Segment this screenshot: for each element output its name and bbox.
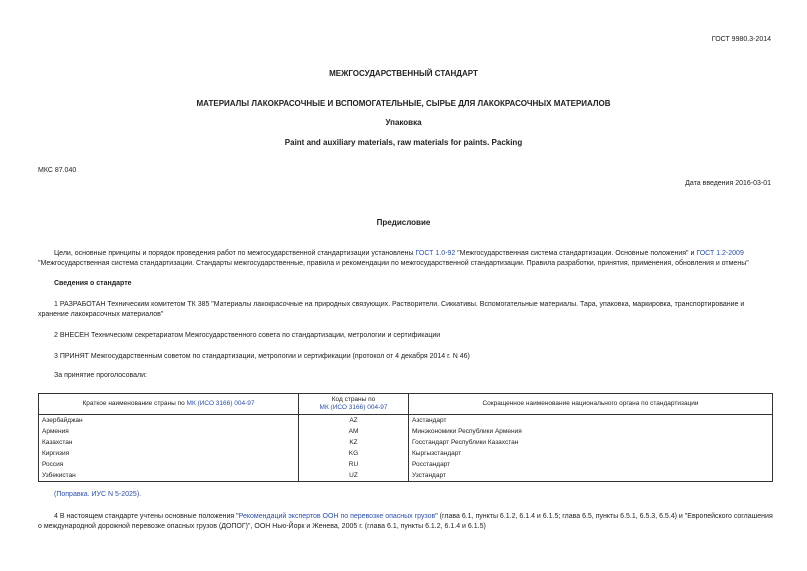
standard-info-heading: Сведения о стандарте — [54, 280, 132, 287]
item-1-developed: 1 РАЗРАБОТАН Техническим комитетом ТК 385 "Материалы лакокрасочные на природных связующих. Растворители. Сиккативы. Вспомогательные материалы. Тара, упаковка, маркировка, транспортирование и хранение лакокрасочных материалов" — [38, 301, 745, 318]
code-cell: KG — [299, 448, 409, 459]
country-cell: Казахстан — [39, 437, 299, 448]
item-4-considered — [38, 512, 773, 532]
un-recommendations-link[interactable]: Рекомендаций экспертов ООН по перевозке опасных грузов — [238, 513, 436, 520]
paragraph-text: " (глава 6.1, пункты 6.1.2, 6.1.4 и 6.1.5; глава 6.5, пункты 6.5.1, 6.5.3, 6.5.4) и "Европейского соглашения о международной дорожной перевозке опасных грузов (ДОПОГ)", ООН Нью-Йорк и Женева, 2005 г. (глава 6.1, пункты 6.1.2, 6.1.4 и 6.1.5) — [38, 513, 773, 530]
country-code-header — [299, 394, 409, 415]
table-row — [39, 459, 773, 470]
table-row — [39, 470, 773, 482]
document-title-ru: МАТЕРИАЛЫ ЛАКОКРАСОЧНЫЕ И ВСПОМОГАТЕЛЬНЫЕ, СЫРЬЕ ДЛЯ ЛАКОКРАСОЧНЫХ МАТЕРИАЛОВ — [196, 99, 611, 108]
table-row — [39, 426, 773, 437]
standard-type-heading: МЕЖГОСУДАРСТВЕННЫЙ СТАНДАРТ — [329, 69, 478, 78]
code-cell: KZ — [299, 437, 409, 448]
org-cell: Азстандарт — [409, 415, 773, 427]
foreword-heading: Предисловие — [376, 218, 431, 227]
item-3-adopted: 3 ПРИНЯТ Межгосударственным советом по стандартизации, метрологии и сертификации (протокол от 4 декабря 2014 г. N 46) — [54, 353, 470, 360]
table-row — [39, 415, 773, 427]
voting-states-table — [38, 393, 773, 482]
code-cell: AM — [299, 426, 409, 437]
gost-1-2-2009-link[interactable]: ГОСТ 1.2-2009 — [696, 250, 744, 257]
introduction-date: Дата введения 2016-03-01 — [685, 180, 771, 187]
country-cell: Армения — [39, 426, 299, 437]
code-cell: AZ — [299, 415, 409, 427]
document-title-en: Paint and auxiliary materials, raw materials for paints. Packing — [284, 138, 523, 147]
gost-1-0-92-link[interactable]: ГОСТ 1.0-92 — [415, 250, 456, 257]
table-header-row — [39, 394, 773, 415]
amendment-link[interactable]: (Поправка. ИУС N 5-2025). — [54, 491, 142, 498]
paragraph-text: "Межгосударственная система стандартизации. Основные положения" и — [455, 250, 697, 257]
country-cell: Узбекистан — [39, 470, 299, 482]
code-cell: UZ — [299, 470, 409, 482]
org-cell: Росстандарт — [409, 459, 773, 470]
header-text: Код страны по — [331, 396, 376, 403]
country-cell: Киргизия — [39, 448, 299, 459]
country-cell: Россия — [39, 459, 299, 470]
paragraph-text: Цели, основные принципы и порядок проведения работ по межгосударственной стандартизации установлены — [54, 250, 416, 257]
table-row — [39, 437, 773, 448]
mks-code: МКС 87.040 — [38, 167, 77, 174]
paragraph-text: "Межгосударственная система стандартизации. Стандарты межгосударственные, правила и рекомендации по межгосударственной стандартизации. Правила разработки, принятия, применения, обновления и отмены" — [38, 260, 749, 267]
document-subtitle-ru: Упаковка — [385, 118, 422, 127]
paragraph-text: 4 В настоящем стандарте учтены основные положения " — [54, 513, 239, 520]
foreword-paragraph — [38, 249, 773, 269]
voted-label: За принятие проголосовали: — [54, 372, 147, 379]
org-cell: Минэкономики Республики Армения — [409, 426, 773, 437]
mk-iso-3166-link[interactable]: МК (ИСО 3166) 004-97 — [186, 400, 255, 407]
mk-iso-3166-link[interactable]: МК (ИСО 3166) 004-97 — [319, 404, 388, 411]
code-cell: RU — [299, 459, 409, 470]
item-2-submitted: 2 ВНЕСЕН Техническим секретариатом Межгосударственного совета по стандартизации, метрологии и сертификации — [54, 332, 441, 339]
header-text: Краткое наименование страны по — [82, 400, 187, 407]
org-cell: Кыргызстандарт — [409, 448, 773, 459]
country-name-header — [39, 394, 299, 415]
org-cell: Узстандарт — [409, 470, 773, 482]
standards-body-header: Сокращенное наименование национального органа по стандартизации — [409, 394, 773, 415]
document-code: ГОСТ 9980.3-2014 — [711, 36, 771, 43]
org-cell: Госстандарт Республики Казахстан — [409, 437, 773, 448]
country-cell: Азербайджан — [39, 415, 299, 427]
table-row — [39, 448, 773, 459]
